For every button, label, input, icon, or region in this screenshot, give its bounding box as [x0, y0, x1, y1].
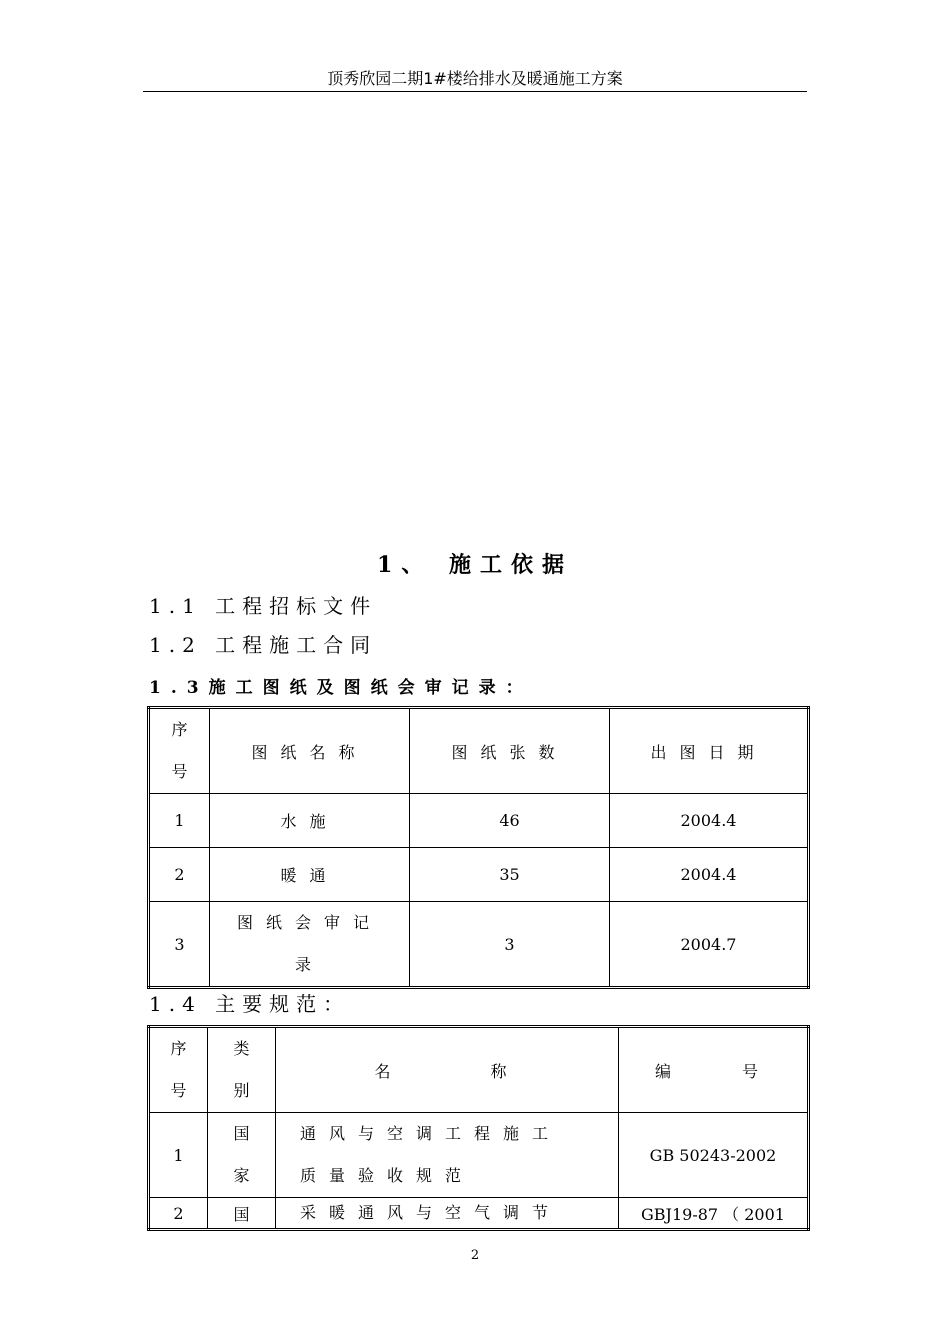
- cell-spec-name: 采暖通风与空气调节: [276, 1198, 619, 1230]
- header-no: 序 号: [149, 708, 210, 794]
- header-no: 序 号: [149, 1027, 208, 1113]
- cell-code: GB 50243-2002: [619, 1113, 809, 1198]
- header-sheet-count: 图纸张数: [410, 708, 610, 794]
- header-code: 编 号: [619, 1027, 809, 1113]
- table-row: [149, 1113, 809, 1198]
- cell-count: 35: [410, 848, 610, 902]
- cell-count: 46: [410, 794, 610, 848]
- cell-no: 1: [149, 1113, 208, 1198]
- cell-no: 2: [149, 848, 210, 902]
- table-row: [149, 1198, 809, 1230]
- header-drawing-name: 图纸名称: [210, 708, 410, 794]
- header-title: 顶秀欣园二期1#楼给排水及暖通施工方案: [327, 69, 623, 88]
- cell-code: GBJ19-87 （ 2001: [619, 1198, 809, 1230]
- cell-category: 国: [208, 1198, 276, 1230]
- specs-heading: 1.4 主要规范：: [149, 992, 351, 1016]
- header-rule: [143, 91, 807, 92]
- drawings-table: [147, 706, 810, 989]
- cell-count: 3: [410, 902, 610, 988]
- specs-table: [147, 1025, 810, 1231]
- table-row: [149, 794, 809, 848]
- cell-name: 图纸会审记 录: [210, 902, 410, 988]
- table-row: [149, 902, 809, 988]
- item-tender-docs: 1.1 工程招标文件: [149, 594, 378, 618]
- cell-name: 水施: [210, 794, 410, 848]
- drawings-heading: 1.3施工图纸及图纸会审记录：: [149, 678, 533, 698]
- cell-no: 2: [149, 1198, 208, 1230]
- cell-no: 1: [149, 794, 210, 848]
- header-issue-date: 出图日期: [610, 708, 809, 794]
- cell-date: 2004.7: [610, 902, 809, 988]
- header-spec-name: 名 称: [276, 1027, 619, 1113]
- item-contract: 1.2 工程施工合同: [149, 633, 378, 657]
- cell-name: 暖通: [210, 848, 410, 902]
- cell-no: 3: [149, 902, 210, 988]
- table-header-row: [149, 708, 809, 794]
- table-row: [149, 848, 809, 902]
- table-header-row: [149, 1027, 809, 1113]
- cell-category: 国 家: [208, 1113, 276, 1198]
- header-category: 类 别: [208, 1027, 276, 1113]
- page-number: 2: [470, 1248, 480, 1263]
- cell-date: 2004.4: [610, 794, 809, 848]
- cell-date: 2004.4: [610, 848, 809, 902]
- section-title: 1、 施工依据: [377, 552, 573, 578]
- cell-spec-name: 通风与空调工程施工 质量验收规范: [276, 1113, 619, 1198]
